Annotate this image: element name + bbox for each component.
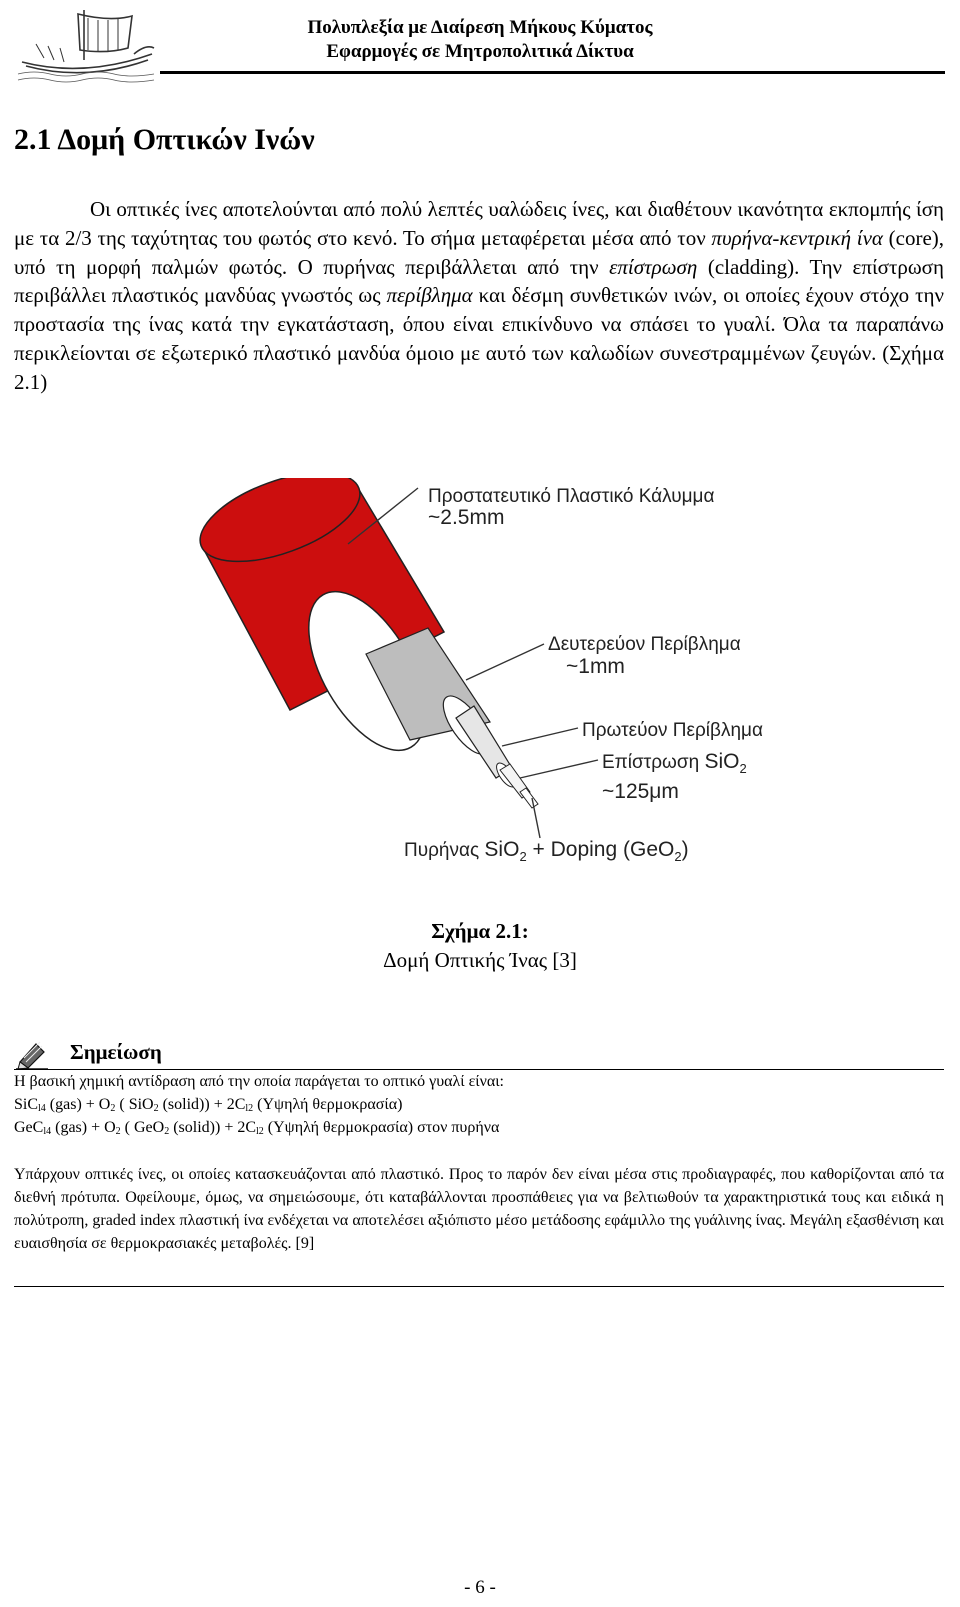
reaction-germanium: GeC$_{l4}$ $(gas) + O_2$ ( GeO$_2$ (solid)) + $2C_{l2}$ (Υψηλή θερμοκρασία) στον πυρήνα xyxy=(14,1119,500,1137)
para-text-2: (core), υπό τη μορφή παλμών φωτός. Ο πυρήνας περιβάλλεται από την xyxy=(14,225,945,279)
para-emphasis-cladding: επίστρωση xyxy=(609,254,698,279)
label-cladding xyxy=(602,750,747,776)
label-secondary-size: ~1mm xyxy=(566,655,625,678)
para-text-3: (cladding). Την επίστρωση περιβάλλει πλαστικός μανδύας γνωστός ως xyxy=(14,254,944,308)
label-core-name: Πυρήνας xyxy=(404,840,480,861)
note-title: Σημείωση xyxy=(70,1040,162,1064)
label-core xyxy=(404,838,689,864)
figure-caption-number: Σχήμα 2.1: xyxy=(431,919,529,943)
ship-logo-icon xyxy=(14,4,160,84)
leader-primary xyxy=(502,728,578,746)
note-intro: Η βασική χημική αντίδραση από την οποία παράγεται το οπτικό γυαλί είναι: xyxy=(14,1073,504,1090)
label-core-f3: ) xyxy=(681,838,689,861)
figure-caption-title: Δομή Οπτικής Ίνας [3] xyxy=(383,948,577,972)
note-reactions xyxy=(14,1070,944,1139)
leader-cladding xyxy=(520,760,598,778)
pencil-note-icon xyxy=(16,1040,48,1070)
para-emphasis-jacket: περίβλημα xyxy=(386,283,473,308)
label-jacket-size: ~2.5mm xyxy=(428,506,505,529)
label-core-f2-sub: 2 xyxy=(674,849,682,864)
label-primary: Πρωτεύον Περίβλημα xyxy=(582,720,763,741)
label-cladding-name: Επίστρωση xyxy=(602,752,700,773)
header-title-line1: Πολυπλεξία με Διαίρεση Μήκους Κύματος xyxy=(307,17,653,38)
header-rule xyxy=(160,71,945,74)
fiber-structure-figure xyxy=(170,478,790,898)
label-core-f2: + Doping (GeO xyxy=(526,838,675,861)
note-rule-bottom xyxy=(14,1286,944,1287)
label-jacket: Προστατευτικό Πλαστικό Κάλυμμα xyxy=(428,486,715,507)
label-cladding-size: ~125μm xyxy=(602,780,679,803)
label-cladding-formula: SiO xyxy=(704,750,740,773)
label-cladding-sub: 2 xyxy=(739,761,747,776)
para-text-1: Οι οπτικές ίνες αποτελούνται από πολύ λεπτές υαλώδεις ίνες, και διαθέτουν ικανότητα εκπομπής ίση με τα 2/3 της ταχύτητας του φωτός στο κενό. Το σήμα μεταφέρεται μέσα από τον xyxy=(14,197,944,250)
body-paragraph xyxy=(14,195,944,397)
reaction-silicon: SiC$_{l4}$ $(gas) + O_2$ ( SiO$_2$ (solid)) + $2C_{l2}$ (Υψηλή θερμοκρασία) xyxy=(14,1096,403,1114)
page-number: - 6 - xyxy=(464,1577,496,1598)
note-paragraph: Υπάρχουν οπτικές ίνες, οι οποίες κατασκευάζονται από πλαστικό. Προς το παρόν δεν είναι μέσα στις προδιαγραφές, που καθορίζονται από τα διεθνή πρότυπα. Οφείλουμε, όμως, να σημειώσουμε, ότι καταβάλλονται προσπάθειες για να βελτιωθούν τα χαρακτηριστικά τους και ειδικά η πολύτροπη, graded index πλαστική ίνα ενδέχεται να αποτελέσει αξιόπιστο μέσο μετάδοσης εφάμιλλο της γυάλινης ίνας. Μεγάλη εξασθένιση και ευαισθησία σε θερμοκρασιακές μεταβολές. [9] xyxy=(14,1166,944,1252)
label-secondary: Δευτερεύον Περίβλημα xyxy=(548,634,741,655)
header-title-line2: Εφαρμογές σε Μητροπολιτικά Δίκτυα xyxy=(326,41,634,62)
section-title: 2.1 Δομή Οπτικών Ινών xyxy=(14,123,315,156)
leader-secondary xyxy=(466,644,544,680)
para-text-4: και δέσμη συνθετικών ινών, οι οποίες έχουν στόχο την προστασία της ίνας κατά την εγκατάσταση, όπου είναι επικίνδυνο να σπάσει το γυαλί. Όλα τα παραπάνω περικλείονται σε εξωτερικό πλαστικό μανδύα όμοιο με αυτό των καλωδίων συνεστραμμένων ζευγών. (Σχήμα 2.1) xyxy=(14,283,944,394)
running-header xyxy=(160,16,800,64)
para-emphasis-core: πυρήνα-κεντρική ίνα xyxy=(711,225,883,250)
label-core-f1-sub: 2 xyxy=(519,849,527,864)
label-core-f1: SiO xyxy=(484,838,520,861)
